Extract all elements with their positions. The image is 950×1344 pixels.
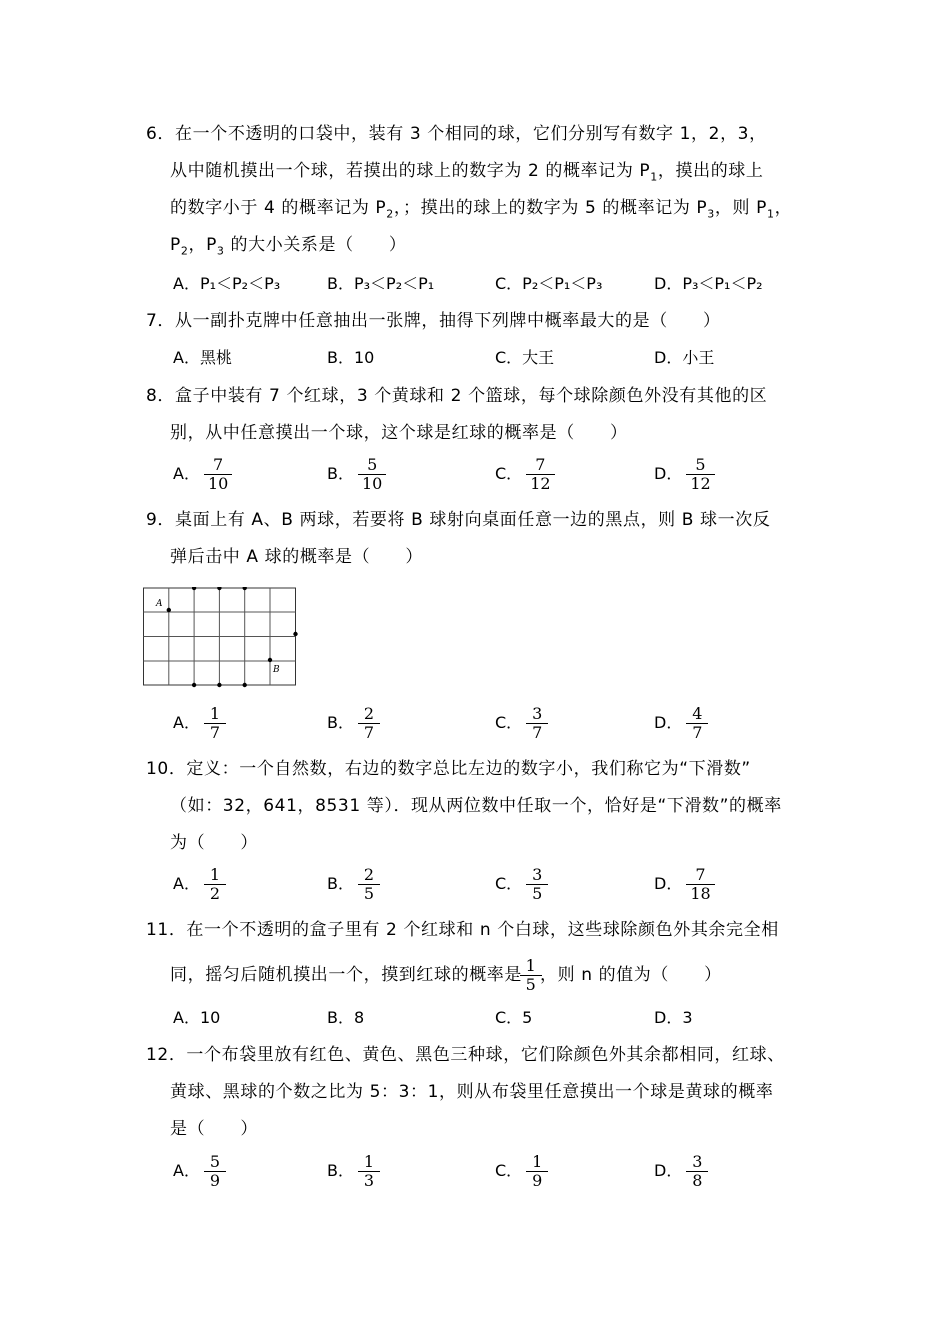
edge-point	[217, 683, 221, 687]
q10-line-3: 为（ ）	[170, 833, 258, 853]
q10-option-a[interactable]: A． $\frac{1}{2}$	[173, 866, 224, 903]
q9-option-b[interactable]: B． $\frac{2}{7}$	[327, 705, 378, 742]
q9-option-c[interactable]: C． $\frac{3}{7}$	[495, 705, 546, 742]
edge-point	[293, 632, 297, 636]
fraction: $\frac{7}{10}$	[206, 456, 230, 493]
q11-option-b[interactable]: B．8	[327, 1008, 365, 1027]
q10-line-2: （如：32，641，8531 等）．现从两位数中任取一个，恰好是“下滑数”的概率	[170, 796, 782, 816]
edge-point	[243, 683, 247, 687]
ball-a-point	[167, 608, 171, 612]
q10-option-c[interactable]: C． $\frac{3}{5}$	[495, 866, 546, 903]
q10-option-d[interactable]: D． $\frac{7}{18}$	[654, 866, 713, 903]
q8-line-1: 8．盒子中装有 7 个红球，3 个黄球和 2 个篮球，每个球除颜色外没有其他的区	[146, 386, 768, 406]
q8-line-2: 别，从中任意摸出一个球，这个球是红球的概率是（ ）	[170, 423, 628, 443]
fraction: $\frac{4}{7}$	[688, 705, 706, 742]
q6-option-c[interactable]: C．P₂＜P₁＜P₃	[495, 274, 603, 293]
q7-line-1: 7．从一副扑克牌中任意抽出一张牌，抽得下列牌中概率最大的是（ ）	[146, 311, 721, 331]
fraction: $\frac{3}{8}$	[688, 1153, 706, 1190]
q6-line-3: 的数字小于 4 的概率记为 $P_2$，；摸出的球上的数字为 5 的概率记为 $P_3$，则 $P_1$，	[170, 198, 793, 221]
fraction: $\frac{1}{9}$	[528, 1153, 546, 1190]
q8-option-a[interactable]: A． $\frac{7}{10}$	[173, 456, 230, 493]
fraction: $\frac{1}{3}$	[360, 1153, 378, 1190]
edge-point	[192, 587, 196, 590]
fraction: $\frac{7}{12}$	[528, 456, 552, 493]
fraction: $\frac{2}{7}$	[360, 705, 378, 742]
fraction: $\frac{5}{9}$	[206, 1153, 224, 1190]
fraction: $\frac{5}{12}$	[688, 456, 712, 493]
q7-option-d[interactable]: D．小王	[654, 348, 715, 367]
q10-option-b[interactable]: B． $\frac{2}{5}$	[327, 866, 378, 903]
q8-option-b[interactable]: B． $\frac{5}{10}$	[327, 456, 384, 493]
fraction: $\frac{3}{7}$	[528, 705, 546, 742]
q7-option-c[interactable]: C．大王	[495, 348, 555, 367]
q11-line-1: 11．在一个不透明的盒子里有 2 个红球和 n 个白球，这些球除颜色外其余完全相	[146, 920, 779, 940]
q8-option-c[interactable]: C． $\frac{7}{12}$	[495, 456, 553, 493]
q12-line-1: 12．一个布袋里放有红色、黄色、黑色三种球，它们除颜色外其余都相同，红球、	[146, 1045, 785, 1065]
q9-option-a[interactable]: A． $\frac{1}{7}$	[173, 705, 224, 742]
edge-point	[217, 587, 221, 590]
q11-option-d[interactable]: D．3	[654, 1008, 693, 1027]
q6-option-d[interactable]: D．P₃＜P₁＜P₂	[654, 274, 763, 293]
fraction: $\frac{7}{18}$	[688, 866, 712, 903]
q6-option-a[interactable]: A．P₁＜P₂＜P₃	[173, 274, 281, 293]
fraction: $\frac{1}{2}$	[206, 866, 224, 903]
fraction: $\frac{1}{7}$	[206, 705, 224, 742]
q9-line-1: 9．桌面上有 A、B 两球，若要将 B 球射向桌面任意一边的黑点，则 B 球一次反	[146, 510, 771, 530]
q12-line-3: 是（ ）	[170, 1119, 258, 1139]
q6-option-b[interactable]: B．P₃＜P₂＜P₁	[327, 274, 435, 293]
ball-b-label: B	[273, 665, 280, 675]
edge-point	[243, 587, 247, 590]
fraction: $\frac{3}{5}$	[528, 866, 546, 903]
fraction: $\frac{5}{10}$	[360, 456, 384, 493]
edge-point	[192, 683, 196, 687]
q12-option-d[interactable]: D． $\frac{3}{8}$	[654, 1153, 706, 1190]
q12-option-a[interactable]: A． $\frac{5}{9}$	[173, 1153, 224, 1190]
q12-option-b[interactable]: B． $\frac{1}{3}$	[327, 1153, 378, 1190]
q7-option-a[interactable]: A．黑桃	[173, 348, 232, 367]
q12-option-c[interactable]: C． $\frac{1}{9}$	[495, 1153, 546, 1190]
q7-option-b[interactable]: B．10	[327, 348, 375, 367]
q10-line-1: 10．定义：一个自然数，右边的数字总比左边的数字小，我们称它为“下滑数”	[146, 759, 751, 779]
q9-option-d[interactable]: D． $\frac{4}{7}$	[654, 705, 706, 742]
q11-line-2: 同，摇匀后随机摸出一个，摸到红球的概率是 $\frac{1}{5}$ ，则 n 的值为（ ）	[170, 955, 722, 994]
q6-line-4: $P_2$，$P_3$ 的大小关系是（ ）	[170, 235, 407, 258]
ball-b-point	[268, 658, 272, 662]
q6-line-1: 6．在一个不透明的口袋中，装有 3 个相同的球，它们分别写有数字 1，2，3，	[146, 124, 767, 144]
q6-line-2: 从中随机摸出一个球，若摸出的球上的数字为 2 的概率记为 $P_1$，摸出的球上	[170, 161, 764, 184]
q9-line-2: 弹后击中 A 球的概率是（ ）	[170, 547, 424, 567]
fraction: $\frac{1}{5}$	[522, 957, 540, 994]
ball-a-label: A	[156, 599, 163, 609]
q11-option-a[interactable]: A．10	[173, 1008, 221, 1027]
fraction: $\frac{2}{5}$	[360, 866, 378, 903]
billiard-table-figure	[143, 587, 301, 689]
q8-option-d[interactable]: D． $\frac{5}{12}$	[654, 456, 713, 493]
q11-option-c[interactable]: C．5	[495, 1008, 533, 1027]
q12-line-2: 黄球、黑球的个数之比为 5：3：1，则从布袋里任意摸出一个球是黄球的概率	[170, 1082, 774, 1102]
